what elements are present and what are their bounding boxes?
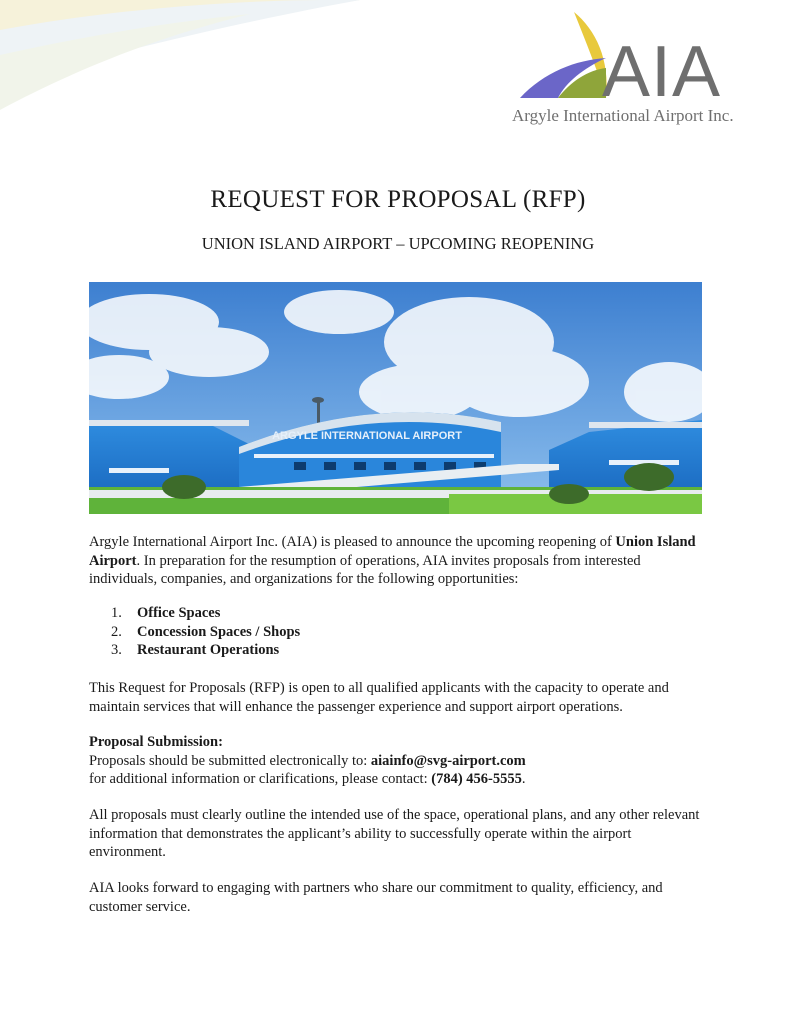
list-number: 1. [111,605,122,621]
intro-paragraph [89,533,709,589]
intro-text-before: Argyle International Airport Inc. (AIA) is pleased to announce the upcoming reopening of [89,534,616,550]
list-number: 3. [111,642,122,659]
logo-tagline: Argyle International Airport Inc. [512,106,734,125]
contact-email[interactable]: aiainfo@svg-airport.com [370,752,526,769]
opportunities-list [89,604,300,660]
list-item [89,641,300,660]
list-label: Restaurant Operations [137,642,280,659]
submission-section [89,733,709,789]
aia-swoosh-icon [514,12,614,104]
submission-heading: Proposal Submission: [89,734,223,750]
building-sign: ARGYLE INTERNATIONAL AIRPORT [272,430,462,442]
contact-phone[interactable]: (784) 456-5555 [431,771,522,787]
closing-paragraph: AIA looks forward to engaging with partners who share our commitment to quality, efficiency, and customer service. [89,880,663,915]
page-subtitle: UNION ISLAND AIRPORT – UPCOMING REOPENING [201,234,595,253]
airport-name: Union Island Airport [89,534,696,569]
submission-line2-text: for additional information or clarifications, please contact: [89,771,432,787]
airport-photo [89,282,702,514]
requirements-paragraph: All proposals must clearly outline the intended use of the space, operational plans, and any other relevant information that demonstrates the applicant’s ability to successfully operate within the airport environment. [89,807,700,860]
intro-text-after: . In preparation for the resumption of operations, AIA invites proposals from interested individuals, companies, and organizations for the following opportunities: [89,552,641,587]
submission-line1-text: Proposals should be submitted electronically to: [89,752,371,769]
list-label: Office Spaces [137,605,221,621]
submission-line2-suffix: . [521,771,526,787]
list-item [89,623,300,642]
aia-logo [508,12,768,130]
eligibility-paragraph: This Request for Proposals (RFP) is open to all qualified applicants with the capacity to operate and maintain services that will enhance the passenger experience and support airport operations. [89,680,669,715]
corner-swoosh-graphic [0,0,360,120]
list-item [89,604,300,623]
logo-wordmark: AIA [602,32,722,112]
list-number: 2. [111,623,122,640]
list-label: Concession Spaces / Shops [137,623,301,640]
page-title: REQUEST FOR PROPOSAL (RFP) [210,186,586,213]
